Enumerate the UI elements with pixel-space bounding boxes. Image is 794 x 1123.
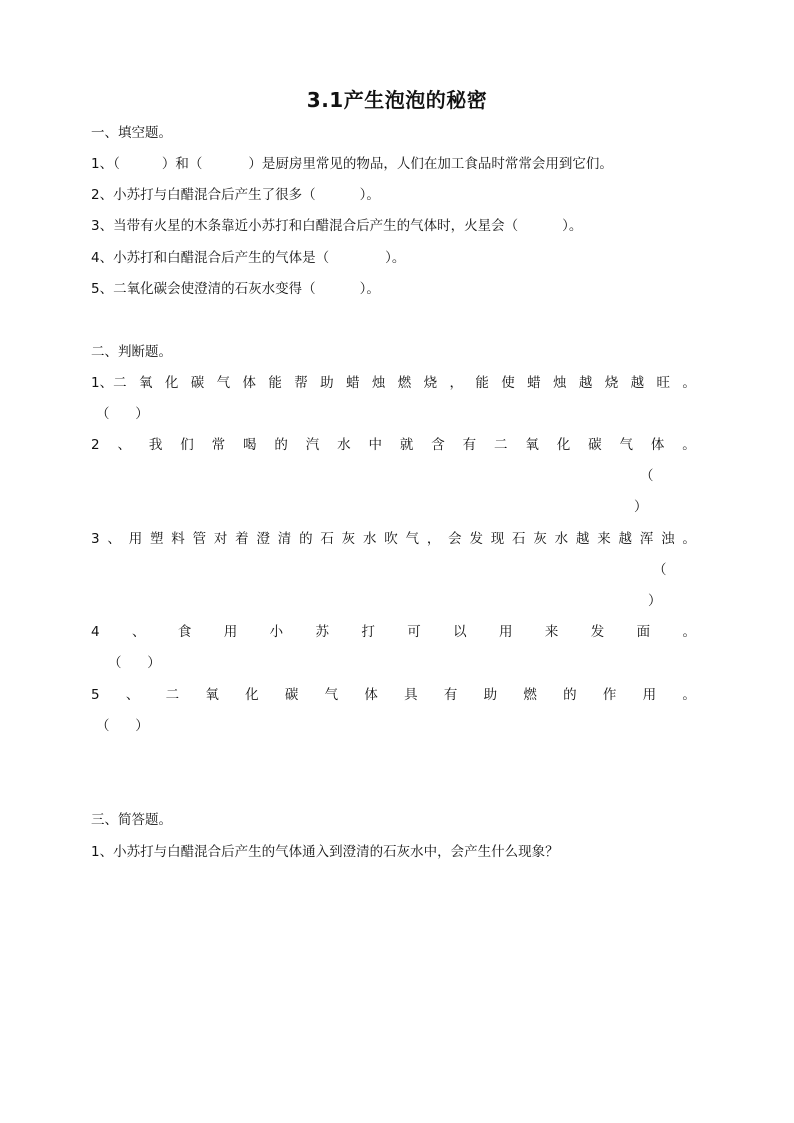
answer-parentheses[interactable]: （ ） (96, 406, 149, 422)
question-char: 可 (407, 624, 421, 640)
question-char: 气 (619, 437, 633, 453)
question-char: 能 (475, 375, 489, 391)
worksheet-title: 3.1产生泡泡的秘密 (306, 88, 488, 112)
question-char: 有 (443, 687, 458, 703)
question-char: 灰 (341, 531, 356, 547)
question-char: 含 (431, 437, 445, 453)
question-char: 料 (171, 531, 185, 547)
section-2-heading: 二、判断题。 (91, 344, 172, 360)
question-char: 苏 (315, 624, 329, 640)
question-char: 2 (91, 437, 100, 453)
question-char: 越 (630, 375, 645, 391)
question-char: 化 (556, 437, 571, 453)
question-char: 清 (277, 531, 292, 547)
question-char: 中 (368, 437, 382, 453)
question-char: 助 (483, 687, 498, 703)
question-char: 。 (682, 375, 696, 391)
answer-parentheses[interactable]: （ ） (96, 718, 149, 734)
question-char: 的 (563, 687, 577, 703)
question-char: 来 (544, 624, 559, 640)
question-char: 气 (405, 531, 420, 547)
true-false-question-5 (91, 685, 696, 705)
question-char: 们 (180, 437, 194, 453)
question-char: 氧 (205, 687, 219, 703)
question-char: 就 (399, 437, 414, 453)
question-char: 使 (501, 375, 515, 391)
question-char: 、 (131, 624, 146, 640)
question-char: 4 (91, 624, 100, 640)
question-char: 5 (91, 687, 100, 703)
question-char: 越 (578, 375, 593, 391)
question-char: 能 (268, 375, 282, 391)
question-char: 澄 (256, 531, 270, 547)
question-char: 常 (211, 437, 226, 453)
question-char: 着 (235, 531, 249, 547)
question-char: 的 (274, 437, 288, 453)
question-char: 蜡 (345, 375, 360, 391)
question-char: 作 (602, 687, 617, 703)
short-answer-question-1: 1、小苏打与白醋混合后产生的气体通入到澄清的石灰水中，会产生什么现象？ (91, 844, 559, 860)
question-char: 二 (493, 437, 508, 453)
question-char: 食 (177, 624, 192, 640)
question-char: 管 (192, 531, 207, 547)
fill-blank-question-4: 4、小苏打和白醋混合后产生的气体是（ ）。 (91, 250, 406, 266)
question-char: ， (426, 531, 441, 547)
question-char: 的 (299, 531, 313, 547)
answer-paren-close[interactable]: ） (634, 499, 648, 515)
question-char: ， (449, 375, 463, 391)
question-char: 帮 (294, 375, 308, 391)
answer-parentheses[interactable]: （ ） (108, 655, 161, 671)
question-char: 塑 (149, 531, 164, 547)
question-char: 化 (245, 687, 259, 703)
true-false-question-1 (91, 373, 696, 393)
question-char: 碳 (588, 437, 602, 453)
question-char: 发 (590, 624, 605, 640)
question-char: 燃 (523, 687, 537, 703)
question-char: 用 (642, 687, 657, 703)
question-char: 石 (512, 531, 526, 547)
question-char: 体 (650, 437, 665, 453)
question-char: 灰 (533, 531, 547, 547)
question-char: 用 (128, 531, 143, 547)
question-char: 发 (469, 531, 483, 547)
question-char: 旺 (656, 375, 670, 391)
fill-blank-question-1: 1、（ ）和（ ）是厨房里常见的物品，人们在加工食品时常常会用到它们。 (91, 156, 613, 172)
question-char: 打 (361, 624, 375, 640)
question-char: 燃 (397, 375, 412, 391)
fill-blank-question-2: 2、小苏打与白醋混合后产生了很多（ ）。 (91, 187, 380, 203)
answer-paren-open[interactable]: （ (640, 468, 654, 484)
question-char: 有 (462, 437, 477, 453)
question-char: 碳 (284, 687, 299, 703)
question-char: 越 (575, 531, 590, 547)
question-char: 氧 (138, 375, 153, 391)
question-char: 汽 (305, 437, 320, 453)
question-char: 会 (448, 531, 462, 547)
question-char: 用 (498, 624, 513, 640)
question-char: 喝 (242, 437, 257, 453)
question-char: 浊 (661, 531, 675, 547)
true-false-question-4 (91, 622, 696, 642)
question-char: 。 (682, 687, 696, 703)
answer-paren-close[interactable]: ） (648, 593, 662, 609)
question-char: 、 (117, 437, 131, 453)
true-false-question-2 (91, 435, 696, 455)
question-char: 浑 (639, 531, 654, 547)
question-char: 现 (490, 531, 505, 547)
question-char: 面 (636, 624, 651, 640)
question-char: 3 (91, 531, 100, 547)
question-char: 。 (682, 437, 696, 453)
question-char: 烧 (423, 375, 438, 391)
question-char: 氧 (525, 437, 539, 453)
question-char: 小 (269, 624, 284, 640)
question-char: 烛 (552, 375, 567, 391)
question-char: 越 (618, 531, 633, 547)
question-char: 碳 (190, 375, 205, 391)
question-char: 、 (125, 687, 140, 703)
section-1-heading: 一、填空题。 (91, 125, 172, 141)
question-char: 水 (554, 531, 569, 547)
question-char: 吹 (384, 531, 398, 547)
question-char: 以 (453, 624, 467, 640)
question-char: 用 (223, 624, 238, 640)
question-char: 我 (148, 437, 163, 453)
question-char: 。 (682, 531, 696, 547)
question-char: 蜡 (527, 375, 541, 391)
question-char: 、 (107, 531, 121, 547)
answer-paren-open[interactable]: （ (653, 562, 667, 578)
question-char: 1、二 (91, 375, 127, 391)
question-char: 气 (324, 687, 339, 703)
question-char: 体 (242, 375, 256, 391)
question-char: 水 (337, 437, 351, 453)
question-char: 烛 (371, 375, 386, 391)
question-char: 体 (364, 687, 378, 703)
section-3-heading: 三、简答题。 (91, 812, 172, 828)
question-char: 对 (213, 531, 228, 547)
question-char: 具 (404, 687, 418, 703)
question-char: 水 (362, 531, 377, 547)
question-char: 气 (216, 375, 231, 391)
question-char: 来 (597, 531, 611, 547)
fill-blank-question-3: 3、当带有火星的木条靠近小苏打和白醋混合后产生的气体时，火星会（ ）。 (91, 218, 583, 234)
question-char: 。 (682, 624, 696, 640)
question-char: 石 (320, 531, 334, 547)
fill-blank-question-5: 5、二氧化碳会使澄清的石灰水变得（ ）。 (91, 281, 380, 297)
true-false-question-3 (91, 529, 696, 549)
question-char: 助 (320, 375, 334, 391)
question-char: 烧 (604, 375, 619, 391)
question-char: 二 (165, 687, 180, 703)
question-char: 化 (164, 375, 179, 391)
